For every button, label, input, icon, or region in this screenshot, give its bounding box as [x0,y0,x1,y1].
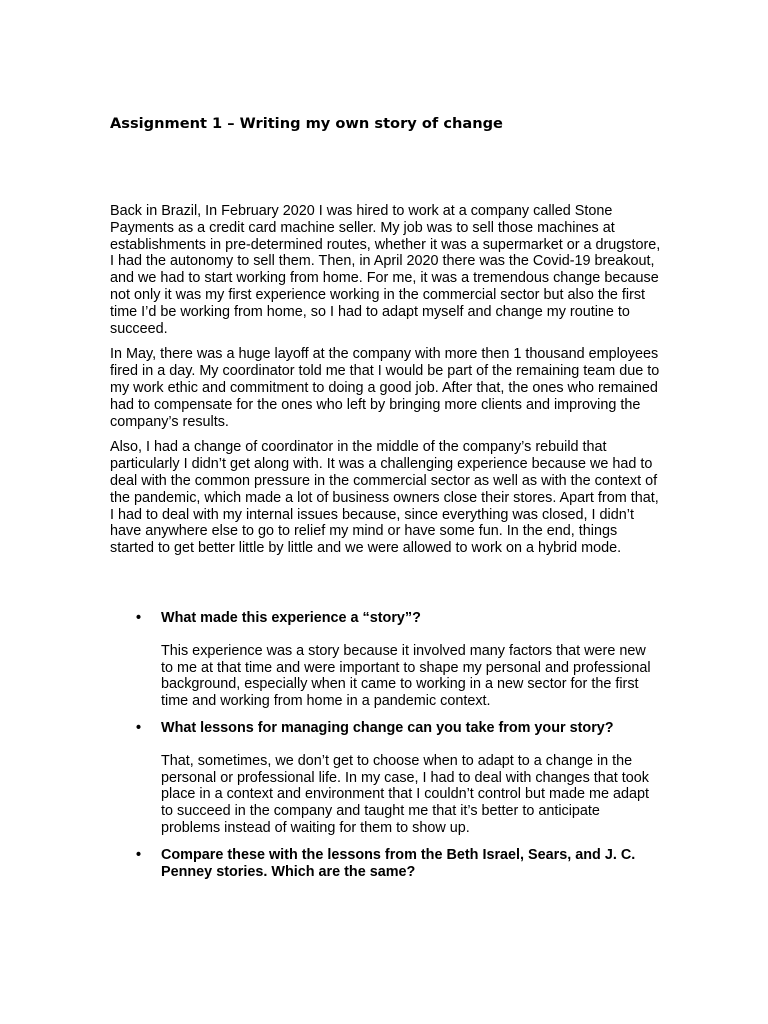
question-text: What lessons for managing change can you take from your story? [161,719,614,736]
question-text: Compare these with the lessons from the Beth Israel, Sears, and J. C. Penney stories. Which are the same? [161,846,636,880]
bullet-icon: • [136,610,142,626]
bullet-icon: • [136,719,142,736]
question-list [110,610,670,890]
story-paragraph: Back in Brazil, In February 2020 I was hired to work at a company called Stone Payments as a credit card machine seller. My job was to sell those machines at establishments in pre-determined routes, whether it was a supermarket or a drugstore, I had the autonomy to sell them. Then, in April 2020 there was the Covid-19 breakout, and we had to start working from home. For me, it was a tremendous change because not only it was my first experience working in the commercial sector but also the first time I’d be working from home, so I had to adapt myself and change my routine to succeed. [110,203,661,337]
question-item [110,720,670,837]
question-item [110,610,670,710]
story-paragraph: In May, there was a huge layoff at the company with more then 1 thousand employees fired in a day. My coordinator told me that I would be part of the remaining team due to my work ethic and commitment to doing a good job. After that, the ones who remained had to compensate for the ones who left by bringing more clients and improving the company’s results. [110,346,660,430]
story-body [110,203,662,566]
answer-text: This experience was a story because it involved many factors that were new to me at that time and were important to shape my personal and professional background, especially when it came to working in a new sector for the first time and working from home in a pandemic context. [161,642,651,710]
document-title: Assignment 1 – Writing my own story of change [110,115,503,132]
question-item [110,847,670,881]
answer-text: That, sometimes, we don’t get to choose when to adapt to a change in the personal or professional life. In my case, I had to deal with changes that took place in a context and environment that I couldn’t control but made me adapt to succeed in the company and taught me that it’s better to anticipate problems instead of waiting for them to show up. [161,752,649,836]
question-text: What made this experience a “story”? [161,610,421,626]
bullet-icon: • [136,846,142,863]
story-paragraph: Also, I had a change of coordinator in the middle of the company’s rebuild that particularly I didn’t get along with. It was a challenging experience because we had to deal with the common pressure in the commercial sector as well as with the context of the pandemic, which made a lot of business owners close their stores. Apart from that, I had to deal with my internal issues because, since everything was closed, I didn’t have anywhere else to go to relief my mind or have some fun. In the end, things started to get better little by little and we were allowed to work on a hybrid mode. [110,439,659,557]
